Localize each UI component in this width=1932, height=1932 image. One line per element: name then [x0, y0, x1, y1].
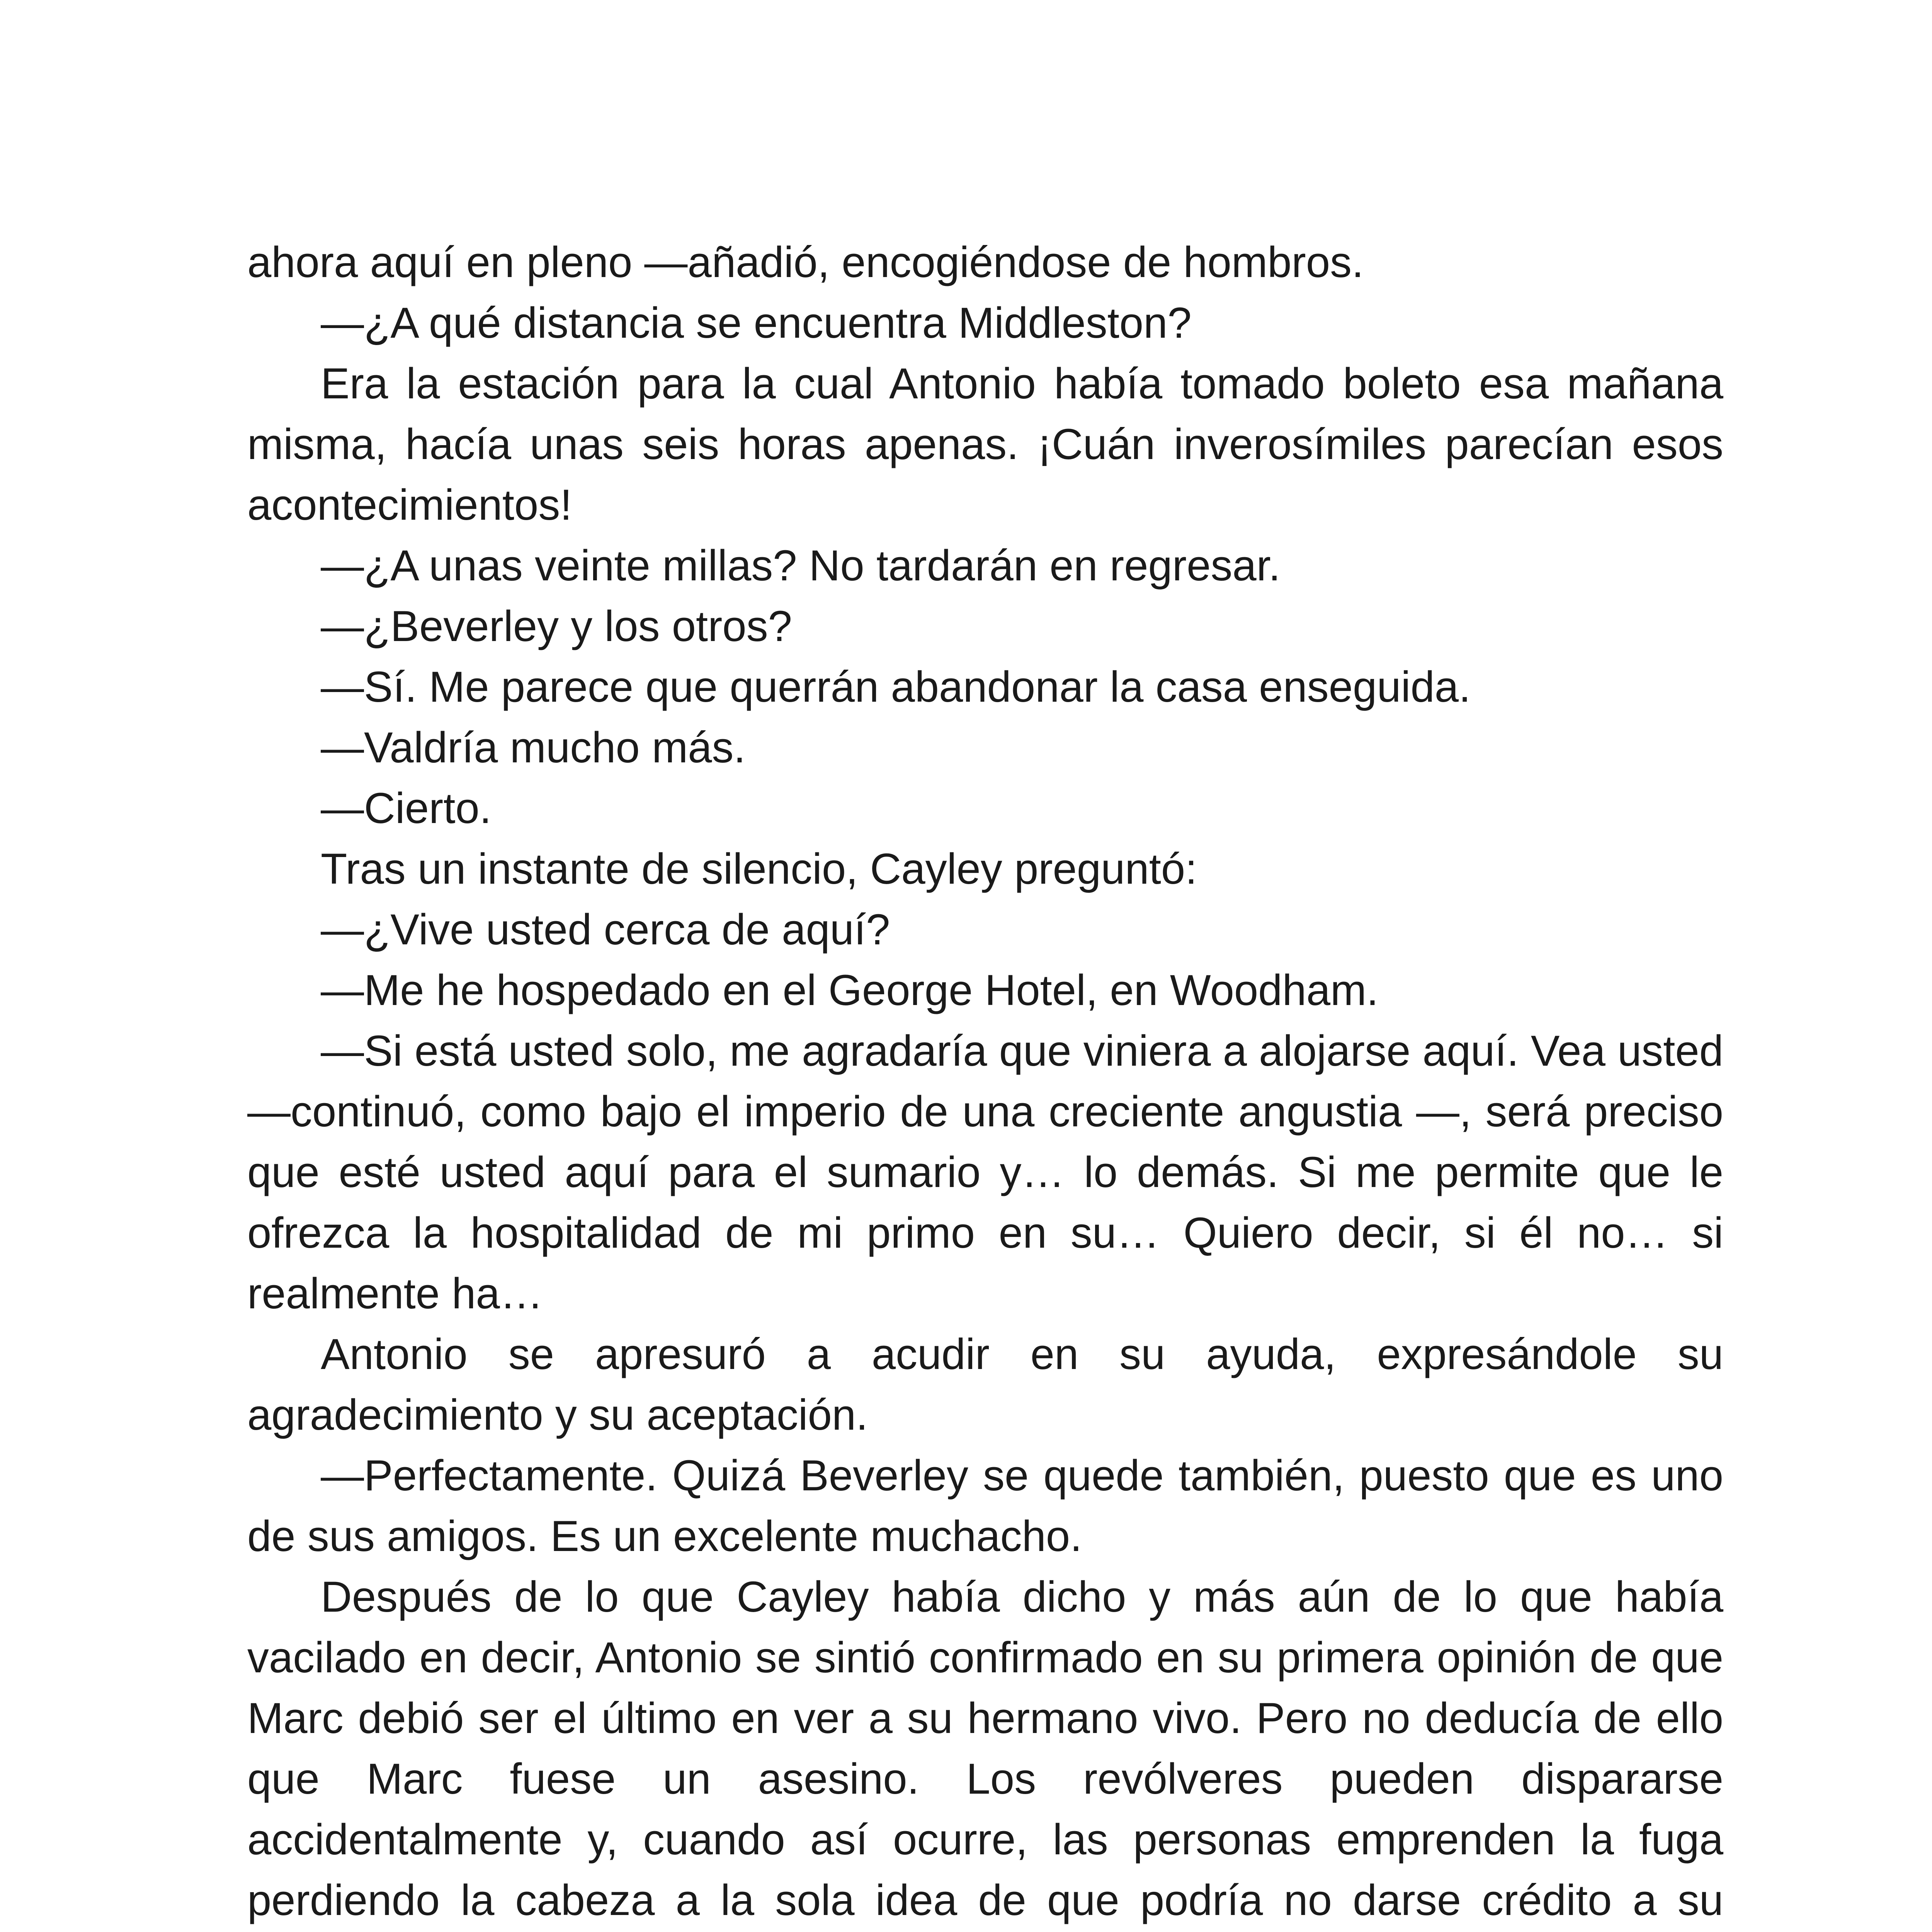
paragraph: —Cierto. — [321, 784, 492, 832]
paragraph: Después de lo que Cayley había dicho y más aún de lo que había vacilado en decir, Antonio se sintió confirmado en su primera opinión de que Marc debió ser el último en ver a su hermano vivo. Pero no deducía de ello que Marc fuese un asesino. Los revólveres pueden dispararse accidentalmente y, cuando así ocurre, las personas emprenden la fuga perdiendo la cabeza a la sola idea de que podría no darse crédito a su — [247, 1573, 1723, 1924]
paragraph: Era la estación para la cual Antonio había tomado boleto esa mañana misma, hacía unas seis horas apenas. ¡Cuán inverosímiles parecían esos acontecimientos! — [247, 359, 1723, 529]
paragraph: —Perfectamente. Quizá Beverley se quede también, puesto que es uno de sus amigos. Es un excelente muchacho. — [247, 1451, 1723, 1560]
paragraph: —¿Vive usted cerca de aquí? — [321, 905, 890, 954]
paragraph: —¿Beverley y los otros? — [321, 602, 792, 650]
paragraph: ahora aquí en pleno —añadió, encogiéndose de hombros. — [247, 238, 1364, 286]
paragraph: —¿A qué distancia se encuentra Middleston? — [321, 299, 1192, 347]
paragraph: Tras un instante de silencio, Cayley preguntó: — [321, 845, 1197, 893]
paragraph: Antonio se apresuró a acudir en su ayuda, expresándole su agradecimiento y su aceptación. — [247, 1330, 1723, 1439]
paragraph: —Si está usted solo, me agradaría que viniera a alojarse aquí. Vea usted —continuó, como bajo el imperio de una creciente angustia —, será preciso que esté usted aquí para el sumario y… lo demás. Si me permite que le ofrezca la hospitalidad de mi primo en su… Quiero decir, si él no… si realmente ha… — [247, 1027, 1723, 1318]
paragraph: —Valdría mucho más. — [321, 723, 746, 772]
paragraph: —Sí. Me parece que querrán abandonar la casa enseguida. — [321, 663, 1471, 711]
page-body — [247, 232, 1723, 1932]
paragraph: —¿A unas veinte millas? No tardarán en regresar. — [321, 541, 1281, 590]
paragraph: —Me he hospedado en el George Hotel, en Woodham. — [321, 966, 1379, 1014]
